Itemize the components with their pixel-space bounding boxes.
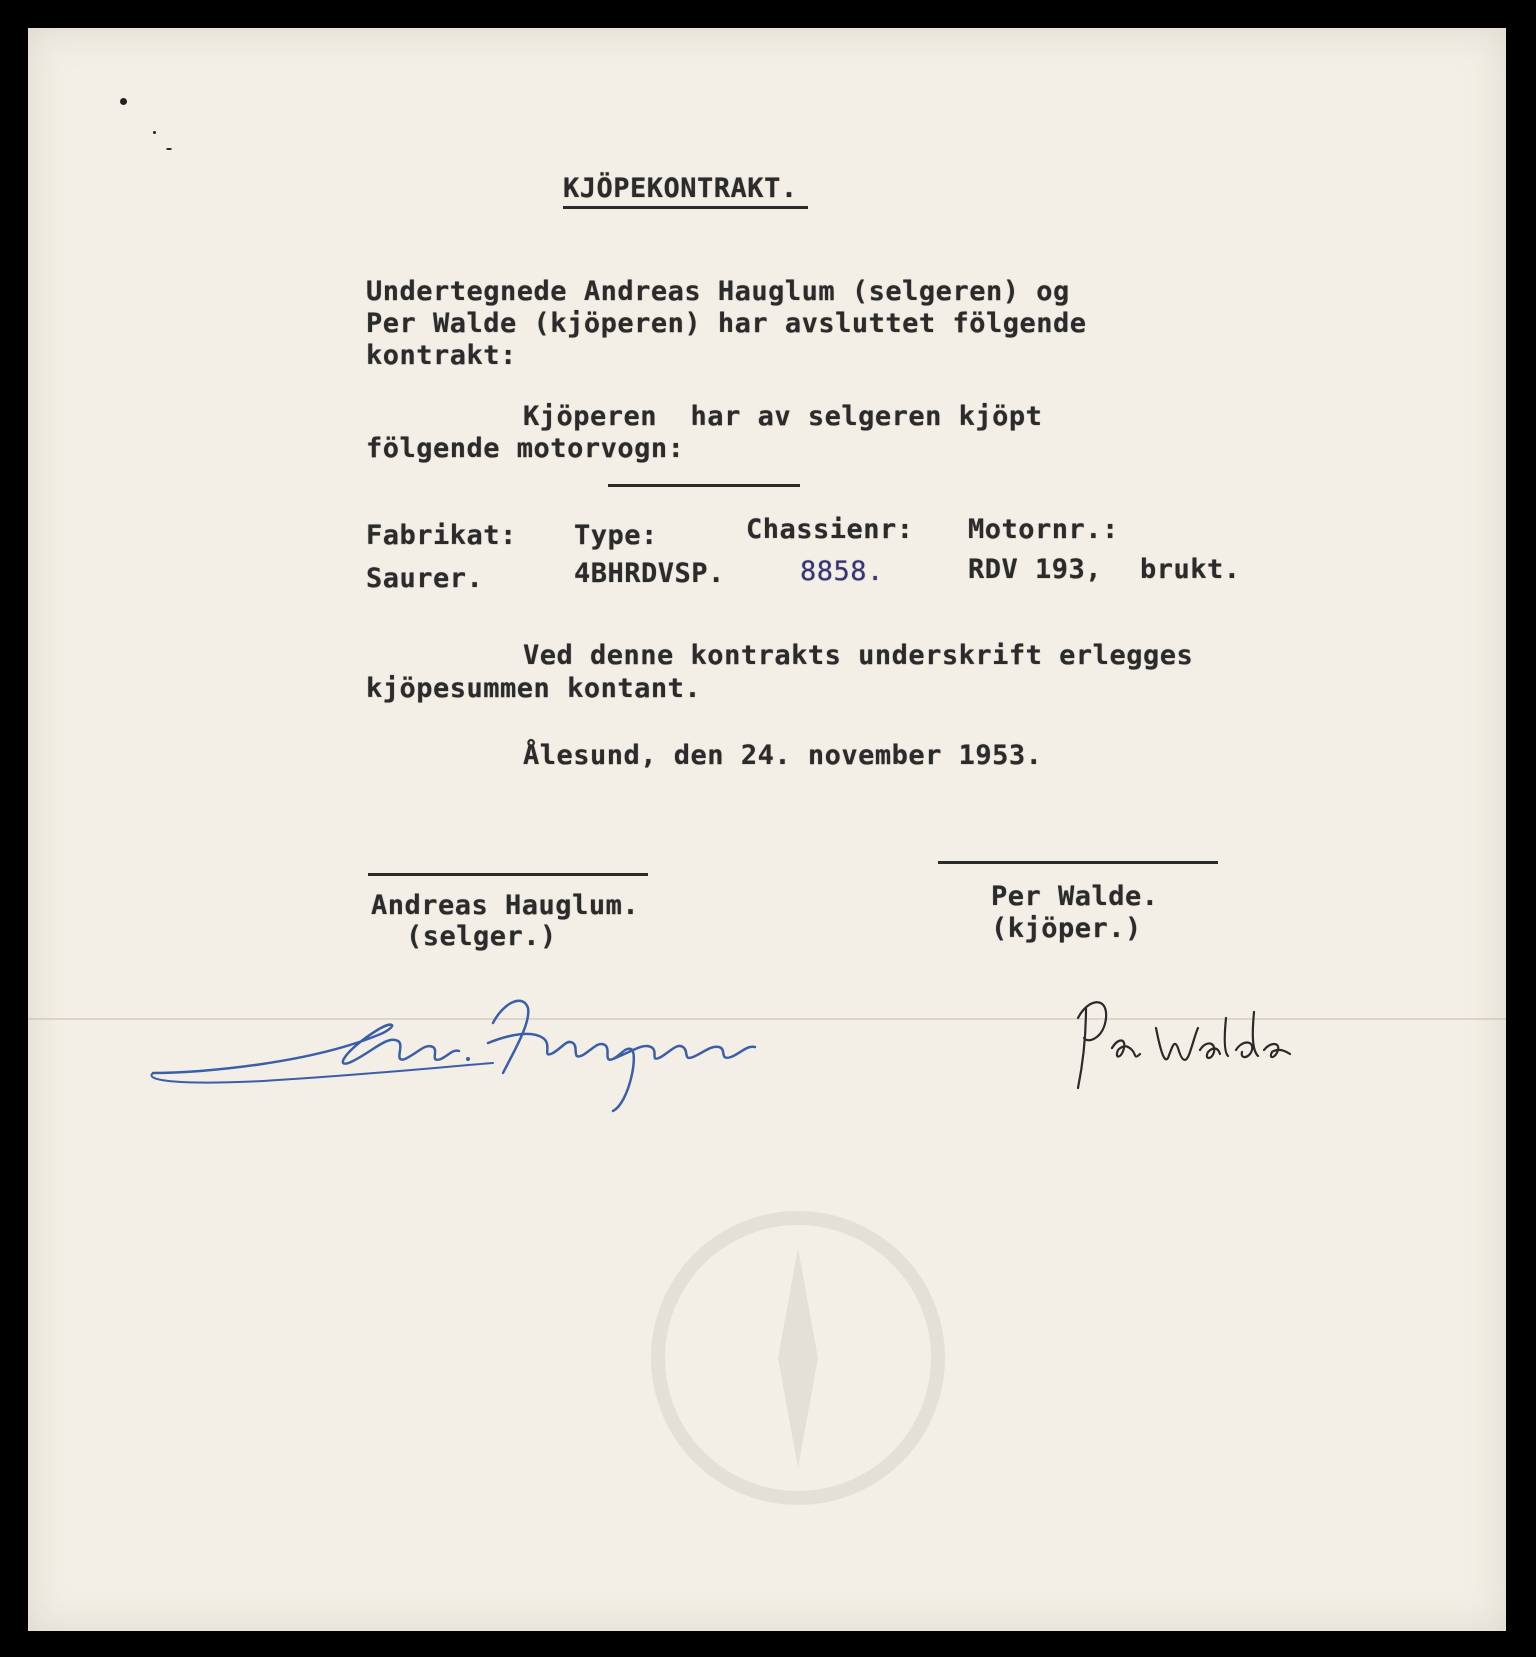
- value-motornr: RDV 193,: [968, 554, 1103, 585]
- header-fabrikat: Fabrikat:: [366, 520, 517, 551]
- intro-line-3: kontrakt:: [366, 340, 517, 371]
- buyer-signature-line: [938, 861, 1218, 864]
- faint-stamp-watermark: [498, 1208, 1098, 1508]
- value-condition: brukt.: [1140, 554, 1241, 585]
- header-chassienr: Chassienr:: [746, 514, 914, 545]
- intro-line-1: Undertegnede Andreas Hauglum (selgeren) og: [366, 276, 1070, 307]
- header-type: Type:: [574, 520, 658, 551]
- purchase-line-1: Kjöperen har av selgeren kjöpt: [523, 401, 1043, 432]
- value-chassienr: 8858.: [800, 556, 884, 587]
- payment-line-2: kjöpesummen kontant.: [366, 673, 702, 704]
- title-underline: [563, 206, 808, 209]
- buyer-handwritten-signature: [1068, 988, 1308, 1098]
- buyer-role: (kjöper.): [991, 913, 1142, 944]
- value-fabrikat: Saurer.: [366, 563, 484, 594]
- value-type: 4BHRDVSP.: [574, 558, 725, 589]
- document-page: [28, 28, 1506, 1631]
- ink-speck: [153, 131, 156, 134]
- seller-handwritten-signature: [143, 963, 783, 1113]
- seller-role: (selger.): [406, 921, 557, 952]
- header-motornr: Motornr.:: [968, 514, 1119, 545]
- seller-name: Andreas Hauglum.: [371, 890, 640, 921]
- intro-line-2: Per Walde (kjöperen) har avsluttet fölgende: [366, 308, 1087, 339]
- document-title: KJÖPEKONTRAKT.: [563, 173, 798, 204]
- ink-speck: [120, 98, 127, 105]
- seller-signature-line: [368, 873, 648, 876]
- ink-speck: [166, 148, 172, 150]
- place-date: Ålesund, den 24. november 1953.: [523, 740, 1043, 771]
- purchase-line-2: fölgende motorvogn:: [366, 433, 685, 464]
- section-divider: [608, 484, 800, 487]
- payment-line-1: Ved denne kontrakts underskrift erlegges: [523, 640, 1194, 671]
- buyer-name: Per Walde.: [991, 881, 1159, 912]
